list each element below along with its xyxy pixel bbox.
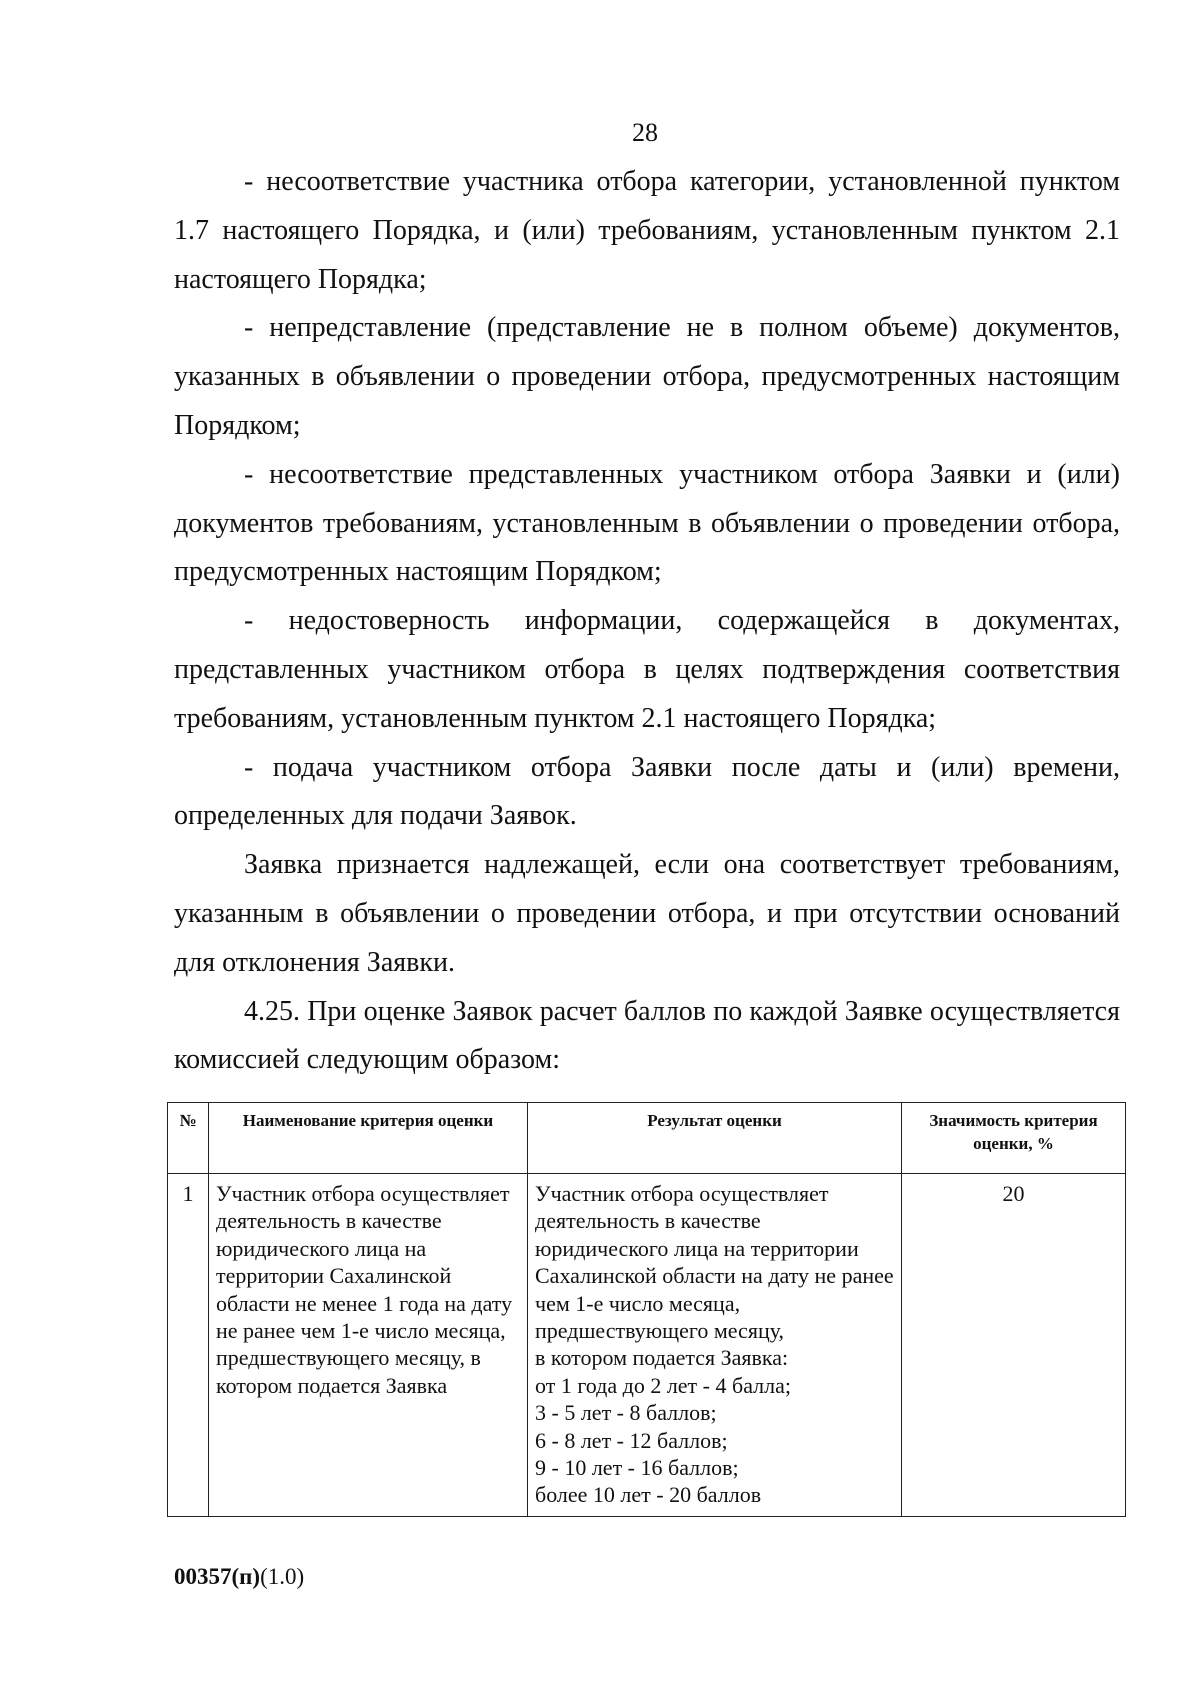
page-number: 28 — [632, 118, 658, 147]
criteria-table — [167, 1102, 1126, 1517]
result-line: 3 - 5 лет - 8 баллов; — [535, 1400, 717, 1426]
row-weight: 20 — [902, 1174, 1126, 1517]
document-code-bold: 00357(п) — [174, 1564, 261, 1589]
result-line: от 1 года до 2 лет - 4 балла; — [535, 1372, 791, 1398]
body-text — [174, 158, 1120, 1085]
result-line: 6 - 8 лет - 12 баллов; — [535, 1427, 728, 1453]
paragraph-7: 4.25. При оценке Заявок расчет баллов по каждой Заявке осуществляется комиссией следующим образом: — [174, 995, 1120, 1076]
result-line: Участник отбора осуществляет деятельность в качестве юридического лица на территории Сахалинской области на дату не ранее чем 1-е число месяца, предшествующего месяцу, — [535, 1181, 894, 1344]
row-criterion: Участник отбора осуществляет деятельность в качестве юридического лица на территории Сахалинской области не менее 1 года на дату не ранее чем 1-е число месяца, предшествующего месяцу, в котором подается Заявка — [209, 1174, 528, 1517]
header-criterion: Наименование критерия оценки — [209, 1103, 528, 1174]
header-result: Результат оценки — [528, 1103, 902, 1174]
paragraph-6: Заявка признается надлежащей, если она соответствует требованиям, указанным в объявлении о проведении отбора, и при отсутствии оснований для отклонения Заявки. — [174, 849, 1120, 978]
paragraph-4: - недостоверность информации, содержащейся в документах, представленных участником отбора в целях подтверждения соответствия требованиям, установленным пунктом 2.1 настоящего Порядка; — [174, 605, 1120, 734]
paragraph-1: - несоответствие участника отбора категории, установленной пунктом 1.7 настоящего Порядка, и (или) требованиям, установленным пунктом 2.1 настоящего Порядка; — [174, 166, 1120, 295]
result-line: 9 - 10 лет - 16 баллов; — [535, 1455, 739, 1481]
paragraph-5: - подача участником отбора Заявки после даты и (или) времени, определенных для подачи Заявок. — [174, 751, 1120, 832]
row-number: 1 — [168, 1174, 209, 1517]
table-row — [168, 1174, 1126, 1517]
result-line: в котором подается Заявка: — [535, 1345, 789, 1371]
paragraph-3: - несоответствие представленных участником отбора Заявки и (или) документов требованиям, установленным в объявлении о проведении отбора, предусмотренных настоящим Порядком; — [174, 458, 1120, 588]
document-code — [174, 1563, 304, 1591]
document-code-version: (1.0) — [260, 1564, 305, 1589]
header-number: № — [168, 1103, 209, 1174]
row-result — [528, 1174, 902, 1517]
result-line: более 10 лет - 20 баллов — [535, 1482, 762, 1508]
paragraph-2: - непредставление (представление не в полном объеме) документов, указанных в объявлении о проведении отбора, предусмотренных настоящим Порядком; — [174, 312, 1120, 441]
header-weight: Значимость критерия оценки, % — [902, 1103, 1126, 1174]
table-header-row — [168, 1103, 1126, 1174]
